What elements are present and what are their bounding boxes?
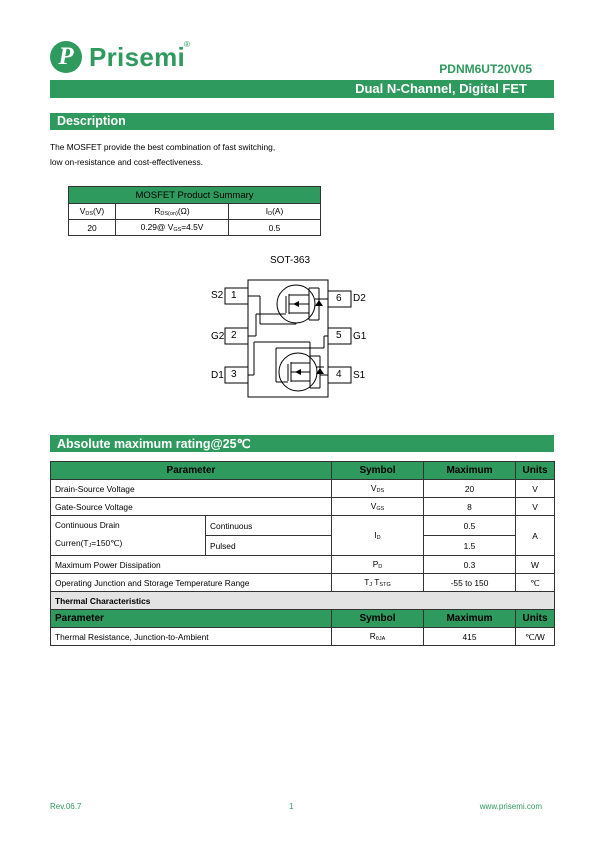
- ratings-section-bar: [50, 435, 554, 452]
- pin-number-1: 1: [231, 290, 237, 301]
- absolute-max-ratings-table: [50, 461, 555, 646]
- product-summary-table: [68, 186, 321, 236]
- table-row: Operating Junction and Storage Temperature Range $T_J$ $T_{STG}$ -55 to 150 ℃: [51, 574, 555, 592]
- pin-label-s1: S1: [353, 370, 366, 381]
- registered-mark: ®: [184, 40, 190, 49]
- summary-id-value: 0.5: [229, 220, 321, 236]
- part-number: PDNM6UT20V05: [439, 62, 532, 76]
- summary-col-id: $I_D(A)$: [229, 204, 321, 220]
- pin-number-4: 4: [336, 369, 342, 380]
- table-row: Gate-Source Voltage $V_{GS}$ 8 V: [51, 498, 555, 516]
- col-header-units: Units: [516, 462, 555, 480]
- footer-url[interactable]: www.prisemi.com: [479, 802, 542, 811]
- description-section-bar: [50, 113, 554, 130]
- thermal-col-symbol: Symbol: [332, 610, 424, 628]
- footer-page-number: 1: [289, 802, 294, 811]
- thermal-col-units: Units: [516, 610, 555, 628]
- thermal-subheading-row: [51, 592, 555, 610]
- description-line-2: low on-resistance and cost-effectiveness.: [50, 157, 203, 167]
- description-text: [50, 140, 380, 170]
- col-header-maximum: Maximum: [424, 462, 516, 480]
- col-header-parameter: Parameter: [51, 462, 332, 480]
- ratings-heading: Absolute maximum rating@25℃: [57, 437, 251, 451]
- pin-label-g2: G2: [211, 331, 225, 342]
- summary-rds-value: 0.29@ $V_{GS}=4.5V$: [116, 220, 229, 236]
- description-line-1: The MOSFET provide the best combination of fast switching,: [50, 142, 276, 152]
- pin-number-3: 3: [231, 369, 237, 380]
- brand-logo-mark: [50, 41, 82, 73]
- document-title: Dual N-Channel, Digital FET: [355, 81, 527, 96]
- description-heading: Description: [57, 114, 126, 128]
- pin-number-5: 5: [336, 330, 342, 341]
- table-row: Continuous Drain $Curren(T_J=150℃)$ Continuous $I_D$ 0.5 A: [51, 516, 555, 536]
- summary-col-rds: $R_{DS(on)}(\Omega)$: [116, 204, 229, 220]
- col-header-symbol: Symbol: [332, 462, 424, 480]
- logo-letter: P: [58, 43, 74, 70]
- thermal-col-parameter: Parameter: [51, 610, 332, 628]
- pin-label-s2: S2: [211, 290, 224, 301]
- brand-name: Prisemi: [89, 42, 186, 72]
- summary-vds-value: 20: [69, 220, 116, 236]
- pin-number-2: 2: [231, 330, 237, 341]
- table-row: Pulsed 1.5: [51, 536, 555, 556]
- pin-label-d1: D1: [211, 370, 224, 381]
- thermal-col-maximum: Maximum: [424, 610, 516, 628]
- title-bar: [50, 80, 554, 98]
- summary-col-vds: $V_{DS}(V)$: [69, 204, 116, 220]
- pin-label-g1: G1: [353, 331, 367, 342]
- table-row: Drain-Source Voltage $V_{DS}$ 20 V: [51, 480, 555, 498]
- package-name: SOT-363: [270, 255, 311, 266]
- pin-number-6: 6: [336, 293, 342, 304]
- table-row: Maximum Power Dissipation $P_D$ 0.3 W: [51, 556, 555, 574]
- summary-title: MOSFET Product Summary: [69, 187, 321, 204]
- pin-label-d2: D2: [353, 293, 366, 304]
- thermal-heading: Thermal Characteristics: [51, 592, 555, 610]
- footer-revision: Rev.06.7: [50, 802, 82, 811]
- table-row: Thermal Resistance, Junction-to-Ambient $R_{\theta JA}$ 415 ℃/W: [51, 628, 555, 646]
